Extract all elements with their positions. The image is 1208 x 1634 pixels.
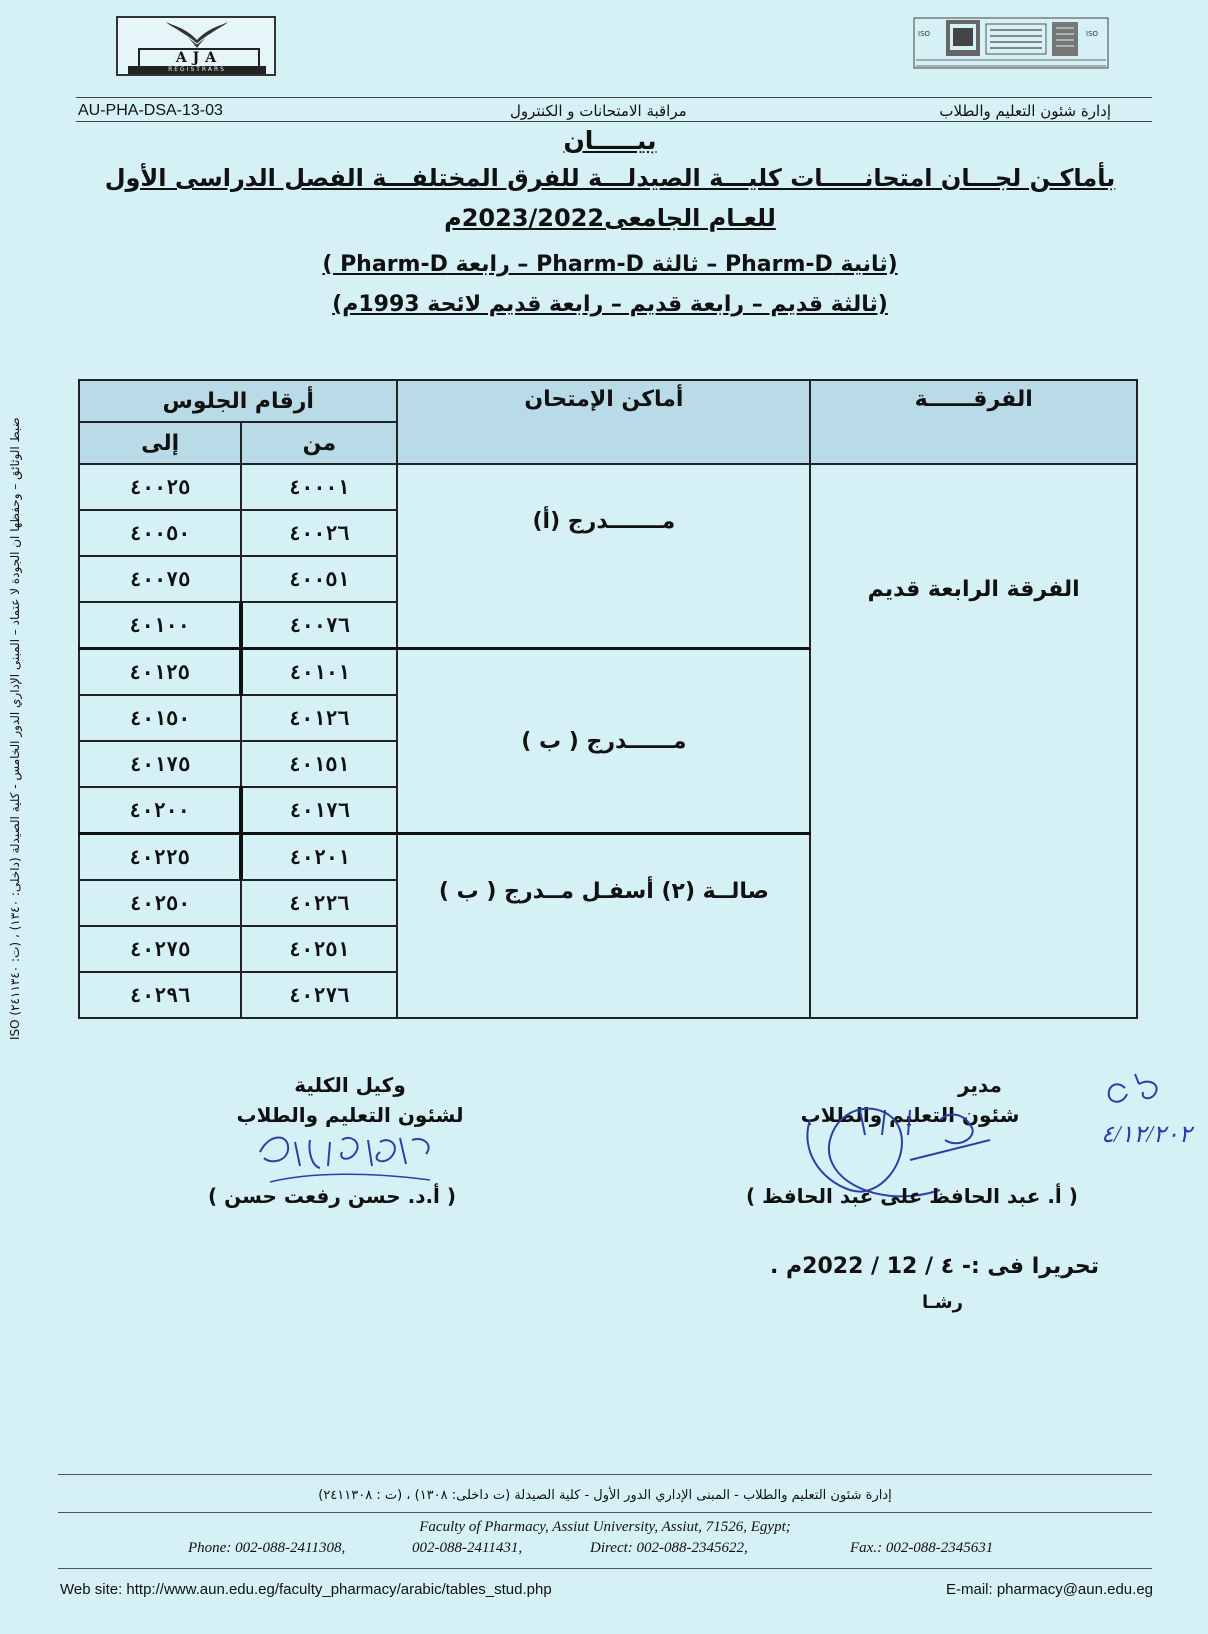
footer-phone: Phone: 002-088-2411308, xyxy=(188,1540,346,1556)
seat-from-cell: ٤٠١٥١ xyxy=(241,741,397,787)
footer-direct: Direct: 002-088-2345622, xyxy=(590,1540,748,1556)
seat-from-cell: ٤٠٠٥١ xyxy=(241,556,397,602)
vice-dean-department: لشئون التعليم والطلاب xyxy=(236,1103,464,1127)
handwritten-date-text: ٤/١٢/٢٠٢ xyxy=(1101,1122,1192,1148)
seat-to-cell: ٤٠١٢٥ xyxy=(79,649,241,696)
seat-from-cell: ٤٠٢٧٦ xyxy=(241,972,397,1018)
footer-divider-top xyxy=(58,1474,1152,1475)
document-title: بيـــــان xyxy=(563,126,657,155)
title-old-groups: (ثالثة قديم – رابعة قديم – رابعة قديم لائحة 1993م) xyxy=(332,292,888,317)
header-from: من xyxy=(241,422,397,464)
svg-text:ISO: ISO xyxy=(918,30,931,38)
seat-to-cell: ٤٠١٧٥ xyxy=(79,741,241,787)
logo-registrars-text: REGISTRARS xyxy=(128,66,266,74)
footer-divider-bottom xyxy=(58,1568,1152,1569)
hall-name-cell: مــــــدرج ( ب ) xyxy=(397,649,810,834)
seat-to-cell: ٤٠٢٩٦ xyxy=(79,972,241,1018)
seat-to-cell: ٤٠٢٠٠ xyxy=(79,787,241,834)
footer-faculty-address: Faculty of Pharmacy, Assiut University, Assiut, 71526, Egypt; xyxy=(419,1519,791,1535)
seat-to-cell: ٤٠١٥٠ xyxy=(79,695,241,741)
seat-from-cell: ٤٠٢٢٦ xyxy=(241,880,397,926)
seat-from-cell: ٤٠١٢٦ xyxy=(241,695,397,741)
seat-to-cell: ٤٠٠٢٥ xyxy=(79,464,241,510)
title-pharmd-groups: (ثانية Pharm-D – ثالثة Pharm-D – رابعة Pharm-D ) xyxy=(322,252,898,277)
director-name: ( أ. عبد الحافظ على عبد الحافظ ) xyxy=(746,1184,1078,1208)
document-code: AU-PHA-DSA-13-03 xyxy=(78,102,223,119)
footer-email-link[interactable]: E-mail: pharmacy@aun.edu.eg xyxy=(946,1581,1153,1598)
seat-from-cell: ٤٠٢٠١ xyxy=(241,834,397,881)
header-right-text: إدارة شئون التعليم والطلاب xyxy=(939,102,1111,120)
footer-divider-middle xyxy=(58,1512,1152,1513)
logo-aja-text: AJA xyxy=(138,48,260,68)
handwritten-date-note xyxy=(1095,1070,1208,1160)
seat-from-cell: ٤٠٠٠١ xyxy=(241,464,397,510)
wings-logo-icon xyxy=(164,20,230,50)
header-center-text: مراقبة الامتحانات و الكنترول xyxy=(510,102,687,120)
header-bottom-divider xyxy=(76,121,1152,122)
seat-from-cell: ٤٠١٧٦ xyxy=(241,787,397,834)
seat-from-cell: ٤٠٠٧٦ xyxy=(241,602,397,649)
writer-name: رشـا xyxy=(922,1292,963,1313)
aja-logo xyxy=(116,16,276,76)
footer-phone2: 002-088-2411431, xyxy=(412,1540,523,1556)
seat-from-cell: ٤٠١٠١ xyxy=(241,649,397,696)
hall-name-cell: مـــــــدرج (أ) xyxy=(397,464,810,649)
seat-to-cell: ٤٠١٠٠ xyxy=(79,602,241,649)
vice-dean-signature-block xyxy=(220,1070,480,1130)
title-academic-year: للعـام الجامعى2023/2022م xyxy=(444,204,776,232)
director-title: مدير xyxy=(958,1073,1002,1097)
seat-to-cell: ٤٠٠٥٠ xyxy=(79,510,241,556)
footer-arabic-address: إدارة شئون التعليم والطلاب - المبنى الإداري الدور الأول - كلية الصيدلة (ت داخلى: ١٣٠٨) ، (ت : ٢٤١١٣٠٨) xyxy=(318,1488,892,1503)
vice-dean-name: ( أ.د. حسن رفعت حسن ) xyxy=(208,1184,457,1208)
director-department: شئون التعليم والطلاب xyxy=(800,1103,1020,1127)
header-to: إلى xyxy=(79,422,241,464)
issue-date: تحريرا فى :- ٤ / 12 / 2022م . xyxy=(770,1254,1100,1279)
seat-from-cell: ٤٠٠٢٦ xyxy=(241,510,397,556)
header-exam-locations: أماكن الإمتحان xyxy=(397,380,810,464)
group-name-cell: الفرقة الرابعة قديم xyxy=(810,464,1137,1018)
side-margin-note: ضبط الوثائق – وحفظها ان الجودة لا عتماد – المبنى الإداري الدور الخامس - كلية الصيدلة (داخلى: ١٣٤٠) ، (ت: ٢٤١١٣٤٠) ISO xyxy=(8,417,22,1040)
header-group: الفرقــــــة xyxy=(810,380,1137,464)
seat-from-cell: ٤٠٢٥١ xyxy=(241,926,397,972)
seat-to-cell: ٤٠٢٧٥ xyxy=(79,926,241,972)
footer-website-link[interactable]: Web site: http://www.aun.edu.eg/faculty_pharmacy/arabic/tables_stud.php xyxy=(60,1581,552,1598)
seat-to-cell: ٤٠٢٢٥ xyxy=(79,834,241,881)
vice-dean-title: وكيل الكلية xyxy=(294,1073,406,1097)
exam-locations-table xyxy=(78,379,1138,1019)
header-seat-numbers: أرقام الجلوس xyxy=(79,380,397,422)
hall-name-cell: صالــة (٢) أسفـل مــدرج ( ب ) xyxy=(397,834,810,1019)
header-divider xyxy=(76,97,1152,98)
svg-text:ISO: ISO xyxy=(1086,30,1099,38)
title-line-2: بأماكـن لجـــان امتحانـــــات كليـــة الصيدلـــة للفرق المختلفـــة الفصل الدراسى الأول xyxy=(104,164,1116,192)
footer-fax: Fax.: 002-088-2345631 xyxy=(850,1540,994,1556)
seat-to-cell: ٤٠٠٧٥ xyxy=(79,556,241,602)
university-seal-icon xyxy=(906,14,1116,76)
seat-to-cell: ٤٠٢٥٠ xyxy=(79,880,241,926)
